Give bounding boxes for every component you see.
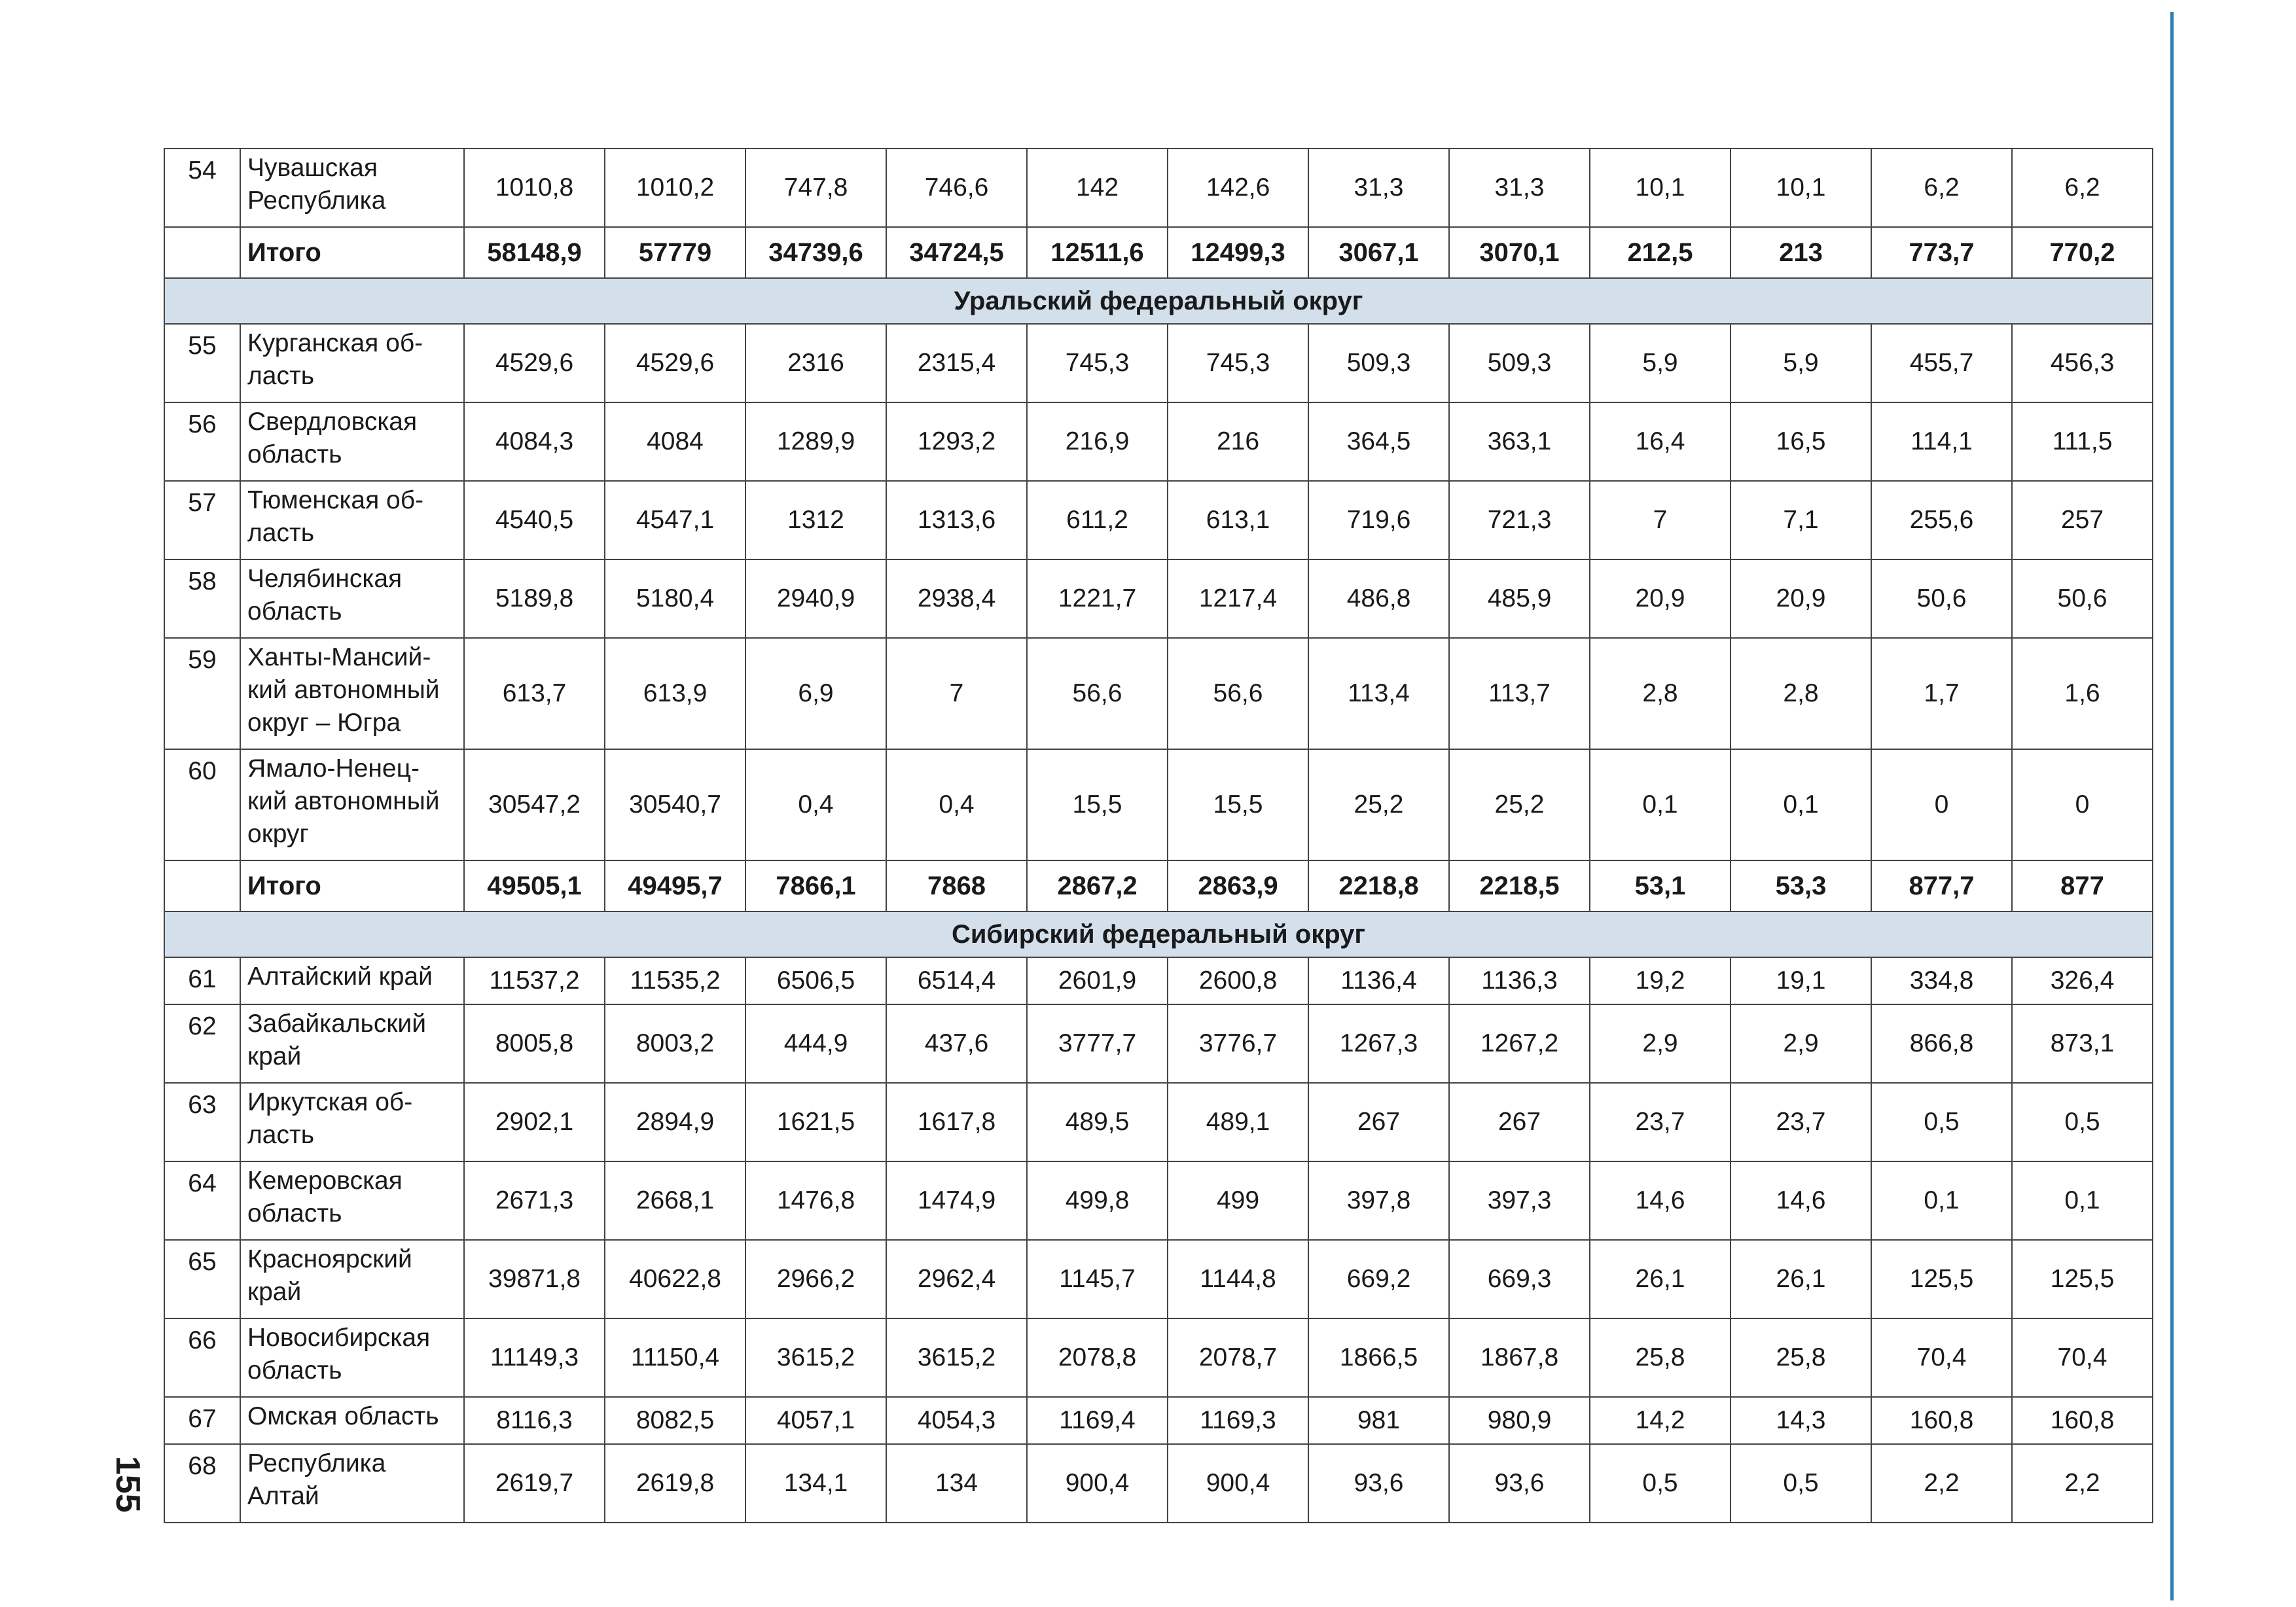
- value-cell: 2600,8: [1168, 957, 1308, 1004]
- value-cell: 7,1: [1731, 481, 1871, 559]
- value-cell: 26,1: [1731, 1240, 1871, 1318]
- row-number: 62: [164, 1004, 240, 1083]
- value-cell: 39871,8: [464, 1240, 605, 1318]
- value-cell: 34739,6: [745, 227, 886, 278]
- value-cell: 1217,4: [1168, 559, 1308, 638]
- value-cell: 7: [1590, 481, 1731, 559]
- value-cell: 2671,3: [464, 1161, 605, 1240]
- value-cell: 489,5: [1027, 1083, 1168, 1161]
- value-cell: 2218,5: [1449, 860, 1590, 911]
- value-cell: 613,1: [1168, 481, 1308, 559]
- value-cell: 900,4: [1027, 1444, 1168, 1523]
- value-cell: 8116,3: [464, 1397, 605, 1444]
- value-cell: 6514,4: [886, 957, 1027, 1004]
- value-cell: 1313,6: [886, 481, 1027, 559]
- value-cell: 1866,5: [1308, 1318, 1449, 1397]
- value-cell: 113,4: [1308, 638, 1449, 749]
- value-cell: 613,7: [464, 638, 605, 749]
- value-cell: 49505,1: [464, 860, 605, 911]
- value-cell: 134: [886, 1444, 1027, 1523]
- value-cell: 485,9: [1449, 559, 1590, 638]
- value-cell: 719,6: [1308, 481, 1449, 559]
- value-cell: 14,6: [1590, 1161, 1731, 1240]
- value-cell: 1169,4: [1027, 1397, 1168, 1444]
- value-cell: 455,7: [1871, 324, 2012, 402]
- value-cell: 456,3: [2012, 324, 2153, 402]
- region-name: Красноярский край: [240, 1240, 464, 1318]
- total-label: Итого: [240, 227, 464, 278]
- value-cell: 2962,4: [886, 1240, 1027, 1318]
- value-cell: 1474,9: [886, 1161, 1027, 1240]
- value-cell: 4084: [605, 402, 745, 481]
- value-cell: 14,3: [1731, 1397, 1871, 1444]
- value-cell: 0: [1871, 749, 2012, 860]
- value-cell: 1136,3: [1449, 957, 1590, 1004]
- value-cell: 8082,5: [605, 1397, 745, 1444]
- value-cell: 6,2: [1871, 149, 2012, 227]
- value-cell: 397,8: [1308, 1161, 1449, 1240]
- value-cell: 4529,6: [605, 324, 745, 402]
- value-cell: 113,7: [1449, 638, 1590, 749]
- value-cell: 0,5: [1871, 1083, 2012, 1161]
- value-cell: 12499,3: [1168, 227, 1308, 278]
- value-cell: 20,9: [1731, 559, 1871, 638]
- value-cell: 93,6: [1449, 1444, 1590, 1523]
- value-cell: 1476,8: [745, 1161, 886, 1240]
- value-cell: 267: [1449, 1083, 1590, 1161]
- region-name: Челябинская область: [240, 559, 464, 638]
- value-cell: 25,8: [1590, 1318, 1731, 1397]
- table-row: [164, 1318, 2153, 1397]
- value-cell: 1144,8: [1168, 1240, 1308, 1318]
- value-cell: 7866,1: [745, 860, 886, 911]
- value-cell: 26,1: [1590, 1240, 1731, 1318]
- value-cell: 70,4: [1871, 1318, 2012, 1397]
- value-cell: 2966,2: [745, 1240, 886, 1318]
- row-number: 68: [164, 1444, 240, 1523]
- value-cell: 773,7: [1871, 227, 2012, 278]
- value-cell: 3777,7: [1027, 1004, 1168, 1083]
- value-cell: 31,3: [1449, 149, 1590, 227]
- value-cell: 745,3: [1027, 324, 1168, 402]
- value-cell: 2601,9: [1027, 957, 1168, 1004]
- page-edge-rule: [2170, 12, 2174, 1600]
- value-cell: 50,6: [1871, 559, 2012, 638]
- value-cell: 2218,8: [1308, 860, 1449, 911]
- value-cell: 30547,2: [464, 749, 605, 860]
- value-cell: 142,6: [1168, 149, 1308, 227]
- value-cell: 745,3: [1168, 324, 1308, 402]
- value-cell: 114,1: [1871, 402, 2012, 481]
- value-cell: 363,1: [1449, 402, 1590, 481]
- total-row: [164, 227, 2153, 278]
- value-cell: 111,5: [2012, 402, 2153, 481]
- value-cell: 212,5: [1590, 227, 1731, 278]
- value-cell: 134,1: [745, 1444, 886, 1523]
- value-cell: 56,6: [1027, 638, 1168, 749]
- value-cell: 1293,2: [886, 402, 1027, 481]
- value-cell: 1267,2: [1449, 1004, 1590, 1083]
- value-cell: 6,2: [2012, 149, 2153, 227]
- value-cell: 216: [1168, 402, 1308, 481]
- value-cell: 2619,7: [464, 1444, 605, 1523]
- value-cell: 4547,1: [605, 481, 745, 559]
- total-row: [164, 860, 2153, 911]
- value-cell: 2,2: [2012, 1444, 2153, 1523]
- value-cell: 1010,8: [464, 149, 605, 227]
- value-cell: 7: [886, 638, 1027, 749]
- value-cell: 160,8: [1871, 1397, 2012, 1444]
- statistics-table: [164, 148, 2153, 1523]
- value-cell: 981: [1308, 1397, 1449, 1444]
- region-name: Омская область: [240, 1397, 464, 1444]
- value-cell: 2,9: [1731, 1004, 1871, 1083]
- value-cell: 0,5: [1731, 1444, 1871, 1523]
- value-cell: 3615,2: [745, 1318, 886, 1397]
- table-row: [164, 1397, 2153, 1444]
- region-name: Чувашская Республика: [240, 149, 464, 227]
- value-cell: 4057,1: [745, 1397, 886, 1444]
- value-cell: 6,9: [745, 638, 886, 749]
- value-cell: 3067,1: [1308, 227, 1449, 278]
- value-cell: 1312: [745, 481, 886, 559]
- value-cell: 53,1: [1590, 860, 1731, 911]
- value-cell: 877,7: [1871, 860, 2012, 911]
- value-cell: 7868: [886, 860, 1027, 911]
- row-number: 56: [164, 402, 240, 481]
- value-cell: 0,4: [745, 749, 886, 860]
- value-cell: 364,5: [1308, 402, 1449, 481]
- row-number: [164, 227, 240, 278]
- value-cell: 49495,7: [605, 860, 745, 911]
- value-cell: 1289,9: [745, 402, 886, 481]
- value-cell: 2,2: [1871, 1444, 2012, 1523]
- value-cell: 509,3: [1449, 324, 1590, 402]
- table-body: [164, 149, 2153, 1523]
- value-cell: 20,9: [1590, 559, 1731, 638]
- value-cell: 873,1: [2012, 1004, 2153, 1083]
- value-cell: 50,6: [2012, 559, 2153, 638]
- value-cell: 3776,7: [1168, 1004, 1308, 1083]
- value-cell: 2867,2: [1027, 860, 1168, 911]
- row-number: 60: [164, 749, 240, 860]
- value-cell: 1136,4: [1308, 957, 1449, 1004]
- value-cell: 1617,8: [886, 1083, 1027, 1161]
- value-cell: 15,5: [1027, 749, 1168, 860]
- row-number: 66: [164, 1318, 240, 1397]
- value-cell: 8005,8: [464, 1004, 605, 1083]
- value-cell: 866,8: [1871, 1004, 2012, 1083]
- value-cell: 25,2: [1308, 749, 1449, 860]
- row-number: 63: [164, 1083, 240, 1161]
- value-cell: 1,6: [2012, 638, 2153, 749]
- section-header-row: [164, 911, 2153, 957]
- value-cell: 0,1: [1590, 749, 1731, 860]
- value-cell: 15,5: [1168, 749, 1308, 860]
- value-cell: 257: [2012, 481, 2153, 559]
- value-cell: 613,9: [605, 638, 745, 749]
- table-row: [164, 1240, 2153, 1318]
- table-row: [164, 1444, 2153, 1523]
- value-cell: 2078,7: [1168, 1318, 1308, 1397]
- value-cell: 3615,2: [886, 1318, 1027, 1397]
- row-number: 58: [164, 559, 240, 638]
- value-cell: 14,6: [1731, 1161, 1871, 1240]
- value-cell: 2619,8: [605, 1444, 745, 1523]
- value-cell: 0,5: [2012, 1083, 2153, 1161]
- value-cell: 255,6: [1871, 481, 2012, 559]
- value-cell: 58148,9: [464, 227, 605, 278]
- value-cell: 125,5: [2012, 1240, 2153, 1318]
- section-title: Сибирский федеральный округ: [164, 911, 2153, 957]
- value-cell: 4540,5: [464, 481, 605, 559]
- value-cell: 10,1: [1590, 149, 1731, 227]
- value-cell: 0,1: [2012, 1161, 2153, 1240]
- value-cell: 1,7: [1871, 638, 2012, 749]
- value-cell: 57779: [605, 227, 745, 278]
- value-cell: 12511,6: [1027, 227, 1168, 278]
- value-cell: 2938,4: [886, 559, 1027, 638]
- table-row: [164, 559, 2153, 638]
- section-title: Уральский федеральный округ: [164, 278, 2153, 324]
- value-cell: 267: [1308, 1083, 1449, 1161]
- row-number: 59: [164, 638, 240, 749]
- value-cell: 5180,4: [605, 559, 745, 638]
- region-name: Ямало-Ненец-кий автономный округ: [240, 749, 464, 860]
- value-cell: 0,1: [1731, 749, 1871, 860]
- value-cell: 142: [1027, 149, 1168, 227]
- table-row: [164, 324, 2153, 402]
- row-number: 67: [164, 1397, 240, 1444]
- value-cell: 70,4: [2012, 1318, 2153, 1397]
- value-cell: 23,7: [1731, 1083, 1871, 1161]
- value-cell: 486,8: [1308, 559, 1449, 638]
- section-header-row: [164, 278, 2153, 324]
- value-cell: 25,2: [1449, 749, 1590, 860]
- region-name: Свердловская область: [240, 402, 464, 481]
- table-row: [164, 638, 2153, 749]
- value-cell: 0,1: [1871, 1161, 2012, 1240]
- value-cell: 770,2: [2012, 227, 2153, 278]
- value-cell: 3070,1: [1449, 227, 1590, 278]
- value-cell: 160,8: [2012, 1397, 2153, 1444]
- value-cell: 34724,5: [886, 227, 1027, 278]
- table-row: [164, 1161, 2153, 1240]
- total-label: Итого: [240, 860, 464, 911]
- value-cell: 2316: [745, 324, 886, 402]
- row-number: 65: [164, 1240, 240, 1318]
- row-number: 55: [164, 324, 240, 402]
- value-cell: 2902,1: [464, 1083, 605, 1161]
- value-cell: 25,8: [1731, 1318, 1871, 1397]
- row-number: [164, 860, 240, 911]
- value-cell: 2668,1: [605, 1161, 745, 1240]
- region-name: Курганская об-ласть: [240, 324, 464, 402]
- value-cell: 4084,3: [464, 402, 605, 481]
- value-cell: 669,3: [1449, 1240, 1590, 1318]
- region-name: Новосибирская область: [240, 1318, 464, 1397]
- value-cell: 2315,4: [886, 324, 1027, 402]
- table-row: [164, 402, 2153, 481]
- value-cell: 93,6: [1308, 1444, 1449, 1523]
- region-name: Забайкальский край: [240, 1004, 464, 1083]
- value-cell: 14,2: [1590, 1397, 1731, 1444]
- value-cell: 437,6: [886, 1004, 1027, 1083]
- value-cell: 2,8: [1731, 638, 1871, 749]
- value-cell: 444,9: [745, 1004, 886, 1083]
- value-cell: 19,1: [1731, 957, 1871, 1004]
- page-number: 155: [109, 1456, 147, 1513]
- value-cell: 11149,3: [464, 1318, 605, 1397]
- value-cell: 23,7: [1590, 1083, 1731, 1161]
- value-cell: 2940,9: [745, 559, 886, 638]
- row-number: 54: [164, 149, 240, 227]
- value-cell: 31,3: [1308, 149, 1449, 227]
- value-cell: 877: [2012, 860, 2153, 911]
- value-cell: 11537,2: [464, 957, 605, 1004]
- value-cell: 397,3: [1449, 1161, 1590, 1240]
- value-cell: 125,5: [1871, 1240, 2012, 1318]
- value-cell: 611,2: [1027, 481, 1168, 559]
- value-cell: 5189,8: [464, 559, 605, 638]
- table-row: [164, 749, 2153, 860]
- value-cell: 1867,8: [1449, 1318, 1590, 1397]
- table-row: [164, 481, 2153, 559]
- table-row: [164, 957, 2153, 1004]
- value-cell: 509,3: [1308, 324, 1449, 402]
- value-cell: 11150,4: [605, 1318, 745, 1397]
- value-cell: 747,8: [745, 149, 886, 227]
- value-cell: 5,9: [1731, 324, 1871, 402]
- value-cell: 980,9: [1449, 1397, 1590, 1444]
- value-cell: 0,5: [1590, 1444, 1731, 1523]
- value-cell: 5,9: [1590, 324, 1731, 402]
- value-cell: 19,2: [1590, 957, 1731, 1004]
- value-cell: 40622,8: [605, 1240, 745, 1318]
- row-number: 64: [164, 1161, 240, 1240]
- value-cell: 2078,8: [1027, 1318, 1168, 1397]
- region-name: Тюменская об-ласть: [240, 481, 464, 559]
- value-cell: 2,8: [1590, 638, 1731, 749]
- value-cell: 1010,2: [605, 149, 745, 227]
- table-row: [164, 149, 2153, 227]
- value-cell: 0: [2012, 749, 2153, 860]
- value-cell: 53,3: [1731, 860, 1871, 911]
- table-row: [164, 1004, 2153, 1083]
- value-cell: 10,1: [1731, 149, 1871, 227]
- value-cell: 1267,3: [1308, 1004, 1449, 1083]
- value-cell: 16,5: [1731, 402, 1871, 481]
- value-cell: 11535,2: [605, 957, 745, 1004]
- value-cell: 334,8: [1871, 957, 2012, 1004]
- table-row: [164, 1083, 2153, 1161]
- region-name: Алтайский край: [240, 957, 464, 1004]
- region-name: Кемеровская область: [240, 1161, 464, 1240]
- value-cell: 499: [1168, 1161, 1308, 1240]
- value-cell: 721,3: [1449, 481, 1590, 559]
- value-cell: 1169,3: [1168, 1397, 1308, 1444]
- value-cell: 1145,7: [1027, 1240, 1168, 1318]
- value-cell: 213: [1731, 227, 1871, 278]
- value-cell: 56,6: [1168, 638, 1308, 749]
- value-cell: 16,4: [1590, 402, 1731, 481]
- value-cell: 216,9: [1027, 402, 1168, 481]
- region-name: Республика Алтай: [240, 1444, 464, 1523]
- value-cell: 2894,9: [605, 1083, 745, 1161]
- value-cell: 1221,7: [1027, 559, 1168, 638]
- value-cell: 1621,5: [745, 1083, 886, 1161]
- row-number: 57: [164, 481, 240, 559]
- value-cell: 669,2: [1308, 1240, 1449, 1318]
- value-cell: 4054,3: [886, 1397, 1027, 1444]
- region-name: Ханты-Мансий-кий автономный округ – Югра: [240, 638, 464, 749]
- value-cell: 900,4: [1168, 1444, 1308, 1523]
- value-cell: 489,1: [1168, 1083, 1308, 1161]
- value-cell: 6506,5: [745, 957, 886, 1004]
- value-cell: 0,4: [886, 749, 1027, 860]
- value-cell: 2,9: [1590, 1004, 1731, 1083]
- value-cell: 746,6: [886, 149, 1027, 227]
- row-number: 61: [164, 957, 240, 1004]
- value-cell: 326,4: [2012, 957, 2153, 1004]
- value-cell: 8003,2: [605, 1004, 745, 1083]
- value-cell: 4529,6: [464, 324, 605, 402]
- value-cell: 2863,9: [1168, 860, 1308, 911]
- value-cell: 30540,7: [605, 749, 745, 860]
- region-name: Иркутская об-ласть: [240, 1083, 464, 1161]
- value-cell: 499,8: [1027, 1161, 1168, 1240]
